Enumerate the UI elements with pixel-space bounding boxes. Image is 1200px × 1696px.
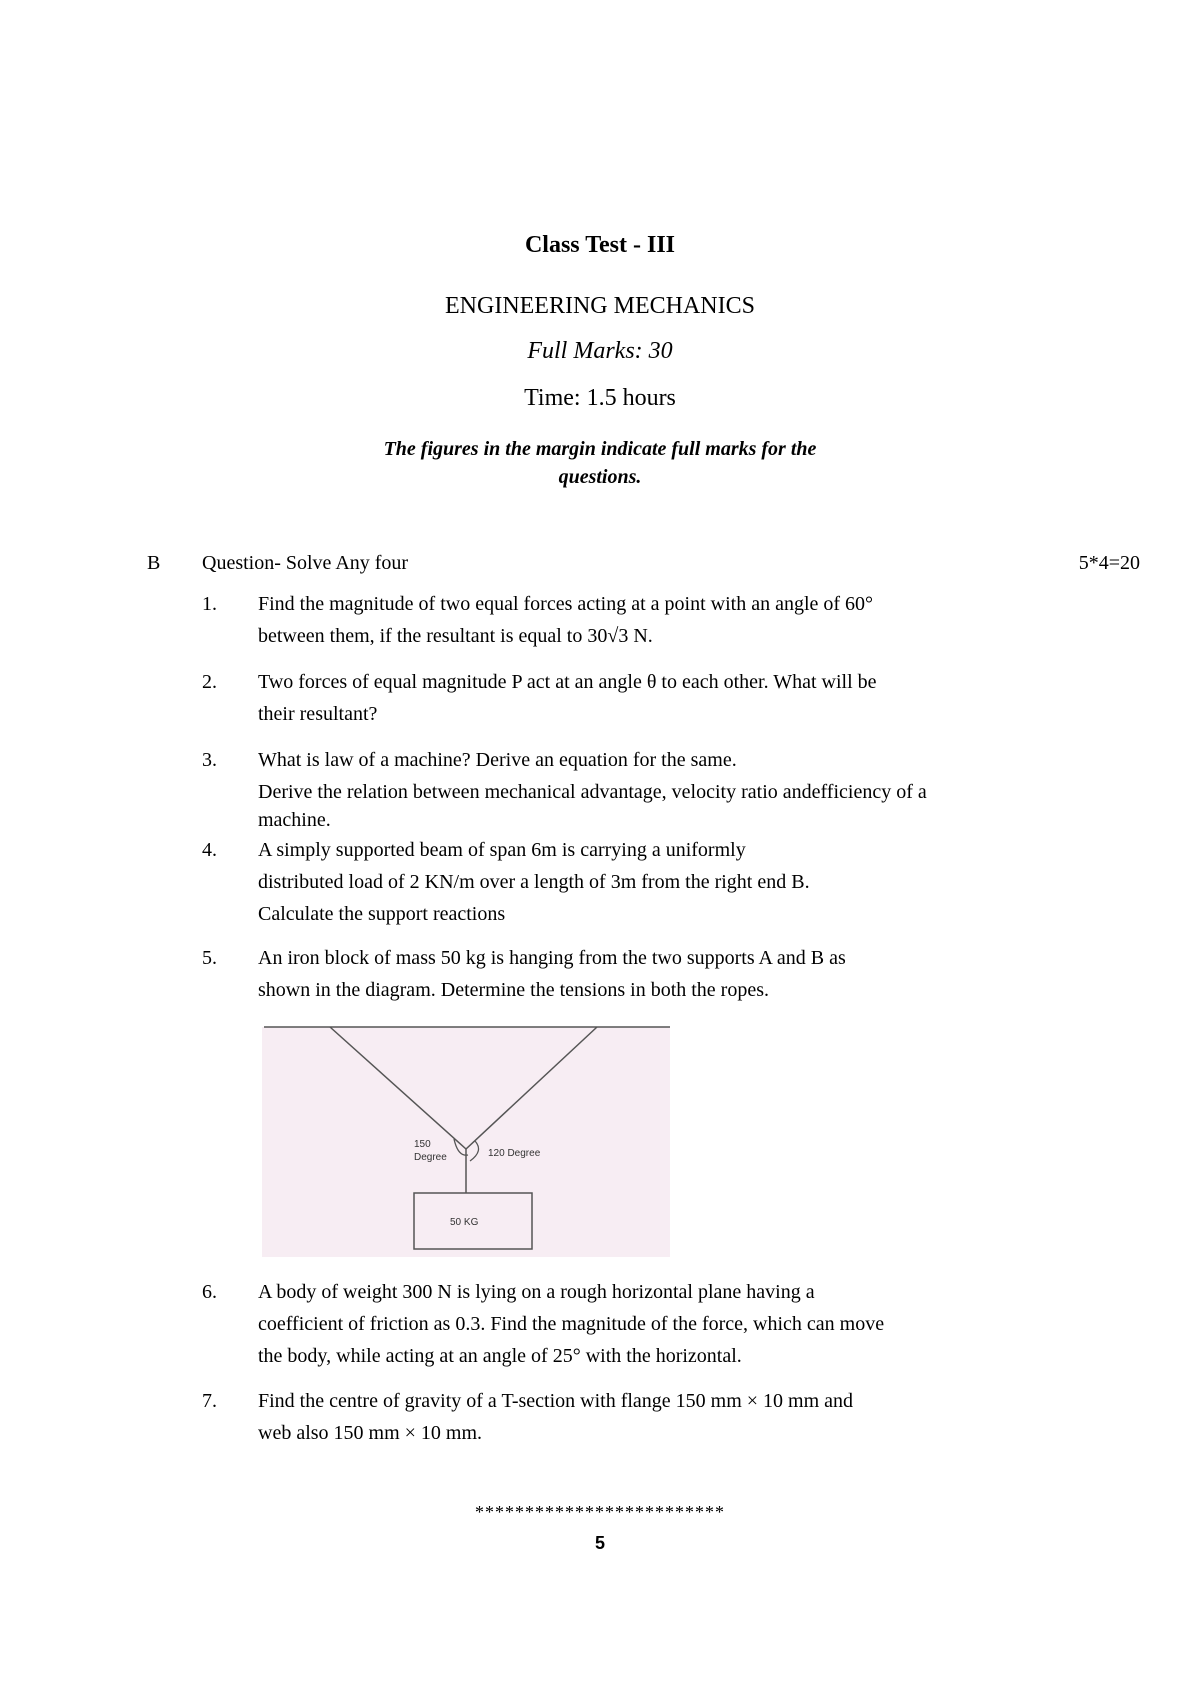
diagram-svg [262,1021,670,1257]
question-number: 3. [202,749,217,771]
question-line: distributed load of 2 KN/m over a length of 3m from the right end B. [258,871,810,893]
question-text [258,744,1108,836]
question-number: 4. [202,839,217,861]
page-number: 5 [594,1533,605,1553]
question-line: Derive the relation between mechanical advantage, velocity ratio andefficiency of a [258,781,927,803]
full-marks: Full Marks: 30 [527,338,673,364]
question-line: An iron block of mass 50 kg is hanging from the two supports A and B as [258,947,846,969]
subject-title: ENGINEERING MECHANICS [445,293,755,319]
question-text [258,588,1108,652]
angle-label-left-2: Degree [414,1152,447,1163]
question-text [258,666,1108,730]
question-text [258,942,1108,1006]
question-line: between them, if the resultant is equal to 30√3 N. [258,625,653,647]
question-line: Calculate the support reactions [258,903,506,925]
question-number: 1. [202,593,217,615]
section-letter: B [147,552,161,574]
question-number: 5. [202,947,217,969]
question-text [258,834,1108,930]
time-allowed: Time: 1.5 hours [524,385,676,411]
question-text [258,1385,1108,1449]
question-line: shown in the diagram. Determine the tensions in both the ropes. [258,979,770,1001]
question-line: machine. [258,809,331,831]
question-line: A simply supported beam of span 6m is carrying a uniformly [258,839,746,861]
question-line: Two forces of equal magnitude P act at an angle θ to each other. What will be [258,671,877,693]
angle-label-left-1: 150 [414,1139,431,1150]
question-line: coefficient of friction as 0.3. Find the magnitude of the force, which can move [258,1313,885,1335]
question-number: 2. [202,671,217,693]
question-line: Find the magnitude of two equal forces acting at a point with an angle of 60° [258,593,874,615]
question-number: 6. [202,1281,217,1303]
section-title: Question- Solve Any four [202,552,409,574]
block-label: 50 KG [450,1217,479,1228]
instruction-line: questions. [558,466,642,488]
instructions [325,435,875,491]
hanging-block-diagram [262,1021,670,1257]
question-line: A body of weight 300 N is lying on a rough horizontal plane having a [258,1281,815,1303]
question-line: Find the centre of gravity of a T-section with flange 150 mm × 10 mm and [258,1390,854,1412]
question-number: 7. [202,1390,217,1412]
question-line: web also 150 mm × 10 mm. [258,1422,483,1444]
end-stars: ************************* [475,1502,725,1522]
question-line: the body, while acting at an angle of 25° with the horizontal. [258,1345,742,1367]
question-text [258,1276,1108,1372]
question-line: their resultant? [258,703,378,725]
angle-label-right: 120 Degree [488,1148,541,1159]
question-line: What is law of a machine? Derive an equation for the same. [258,749,737,771]
test-title: Class Test - III [524,232,676,258]
instruction-line: The figures in the margin indicate full marks for the [383,438,817,460]
section-marks: 5*4=20 [1078,552,1140,574]
